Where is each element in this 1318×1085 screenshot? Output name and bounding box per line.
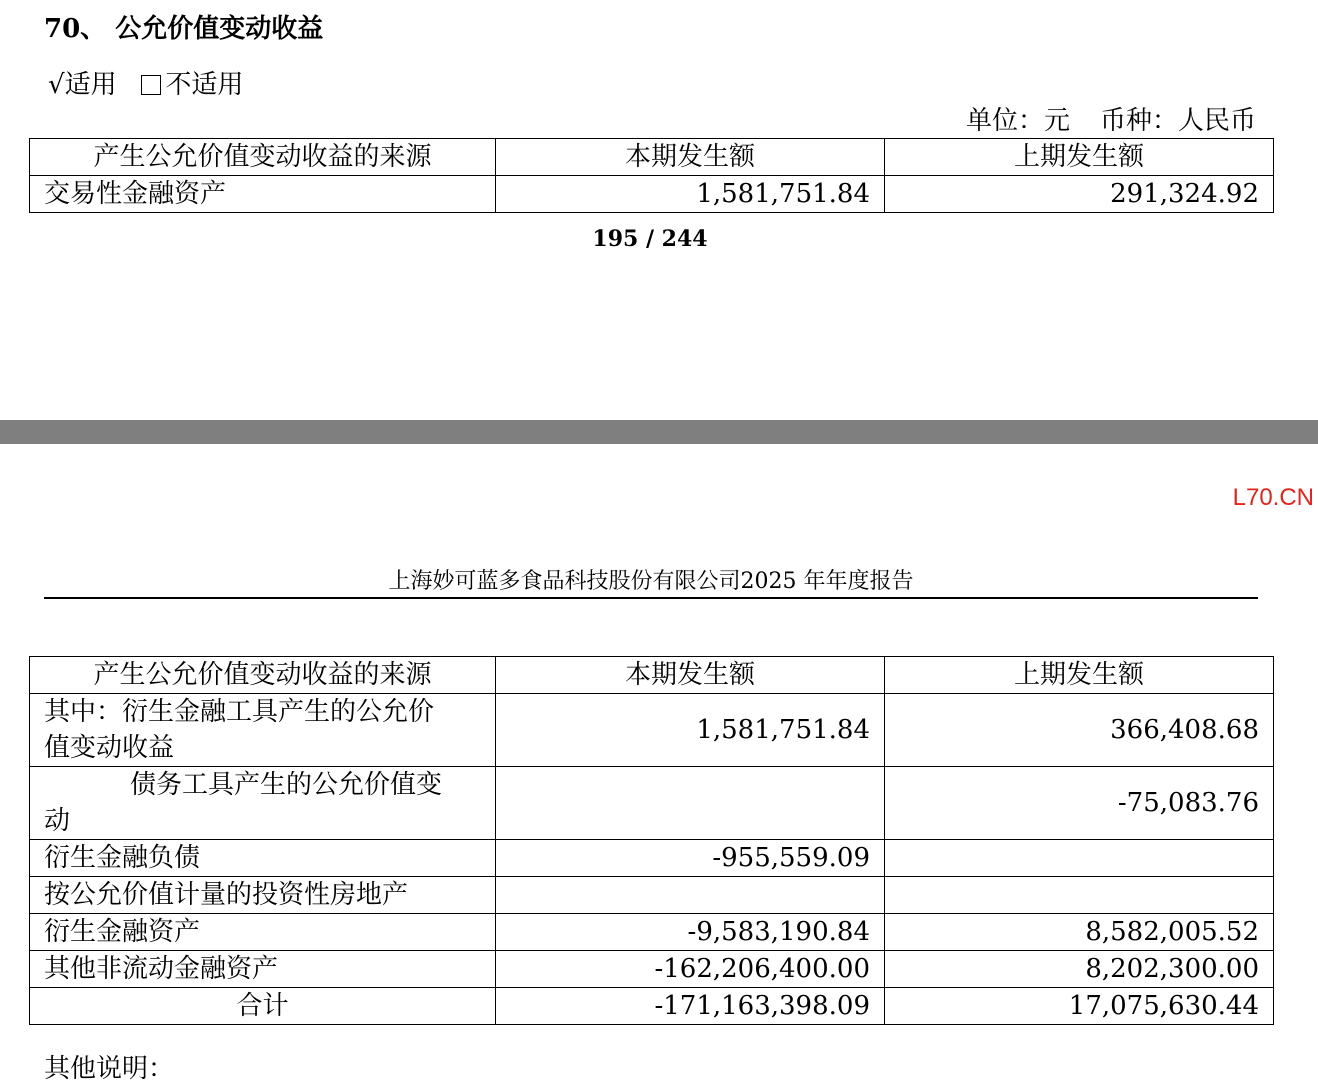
header-current: 本期发生额 — [496, 657, 885, 694]
table-total-row — [30, 988, 1274, 1025]
table-row — [30, 767, 1274, 840]
section-title: 70、 公允价值变动收益 — [44, 14, 324, 44]
row-source: 按公允价值计量的投资性房地产 — [30, 877, 496, 914]
row-source-line2: 值变动收益 — [44, 733, 175, 763]
row-source: 合计 — [30, 988, 496, 1025]
row-source-line1: 其中：衍生金融工具产生的公允价 — [44, 697, 435, 727]
row-current — [496, 767, 885, 840]
row-previous: 8,582,005.52 — [885, 914, 1274, 951]
row-source-line1: 债务工具产生的公允价值变 — [130, 770, 443, 800]
table-row — [30, 877, 1274, 914]
row-source-line2: 动 — [44, 806, 71, 836]
row-previous — [885, 877, 1274, 914]
row-current: -162,206,400.00 — [496, 951, 885, 988]
row-current: -9,583,190.84 — [496, 914, 885, 951]
table-header-row — [30, 657, 1274, 694]
currency-label: 币种：人民币 — [1099, 106, 1256, 136]
check-mark-icon: √ — [48, 70, 65, 100]
row-source: 衍生金融负债 — [30, 840, 496, 877]
row-source — [30, 767, 496, 840]
header-source: 产生公允价值变动收益的来源 — [30, 139, 496, 176]
applicable-label: 适用 — [64, 70, 117, 100]
row-current — [496, 877, 885, 914]
row-previous: 291,324.92 — [885, 176, 1274, 213]
row-current: -955,559.09 — [496, 840, 885, 877]
header-rule — [44, 597, 1258, 599]
header-current: 本期发生额 — [496, 139, 885, 176]
table-header-row — [30, 139, 1274, 176]
row-source: 其他非流动金融资产 — [30, 951, 496, 988]
row-previous: -75,083.76 — [885, 767, 1274, 840]
page-separator — [0, 420, 1318, 444]
row-current: 1,581,751.84 — [496, 694, 885, 767]
footnote-label: 其他说明： — [44, 1054, 175, 1084]
row-current: 1,581,751.84 — [496, 176, 885, 213]
table-row — [30, 914, 1274, 951]
row-previous: 17,075,630.44 — [885, 988, 1274, 1025]
header-previous: 上期发生额 — [885, 139, 1274, 176]
table-row — [30, 176, 1274, 213]
row-current: -171,163,398.09 — [496, 988, 885, 1025]
fair-value-table-part2 — [29, 656, 1274, 1025]
watermark-text: L70.CN — [1232, 484, 1314, 511]
not-applicable-label: 不适用 — [165, 70, 244, 100]
row-source — [30, 694, 496, 767]
page-number: 195 / 244 — [592, 226, 708, 252]
table-row — [30, 694, 1274, 767]
fair-value-table-part1 — [29, 138, 1274, 213]
row-previous: 366,408.68 — [885, 694, 1274, 767]
table-row — [30, 840, 1274, 877]
header-previous: 上期发生额 — [885, 657, 1274, 694]
row-previous: 8,202,300.00 — [885, 951, 1274, 988]
empty-checkbox-icon — [141, 75, 161, 95]
applicability-line — [48, 64, 243, 101]
header-source: 产生公允价值变动收益的来源 — [30, 657, 496, 694]
table-row — [30, 951, 1274, 988]
row-previous — [885, 840, 1274, 877]
report-header: 上海妙可蓝多食品科技股份有限公司2025 年年度报告 — [388, 569, 914, 594]
row-source: 交易性金融资产 — [30, 176, 496, 213]
row-source: 衍生金融资产 — [30, 914, 496, 951]
unit-line — [966, 100, 1256, 137]
unit-label: 单位：元 — [965, 106, 1070, 136]
